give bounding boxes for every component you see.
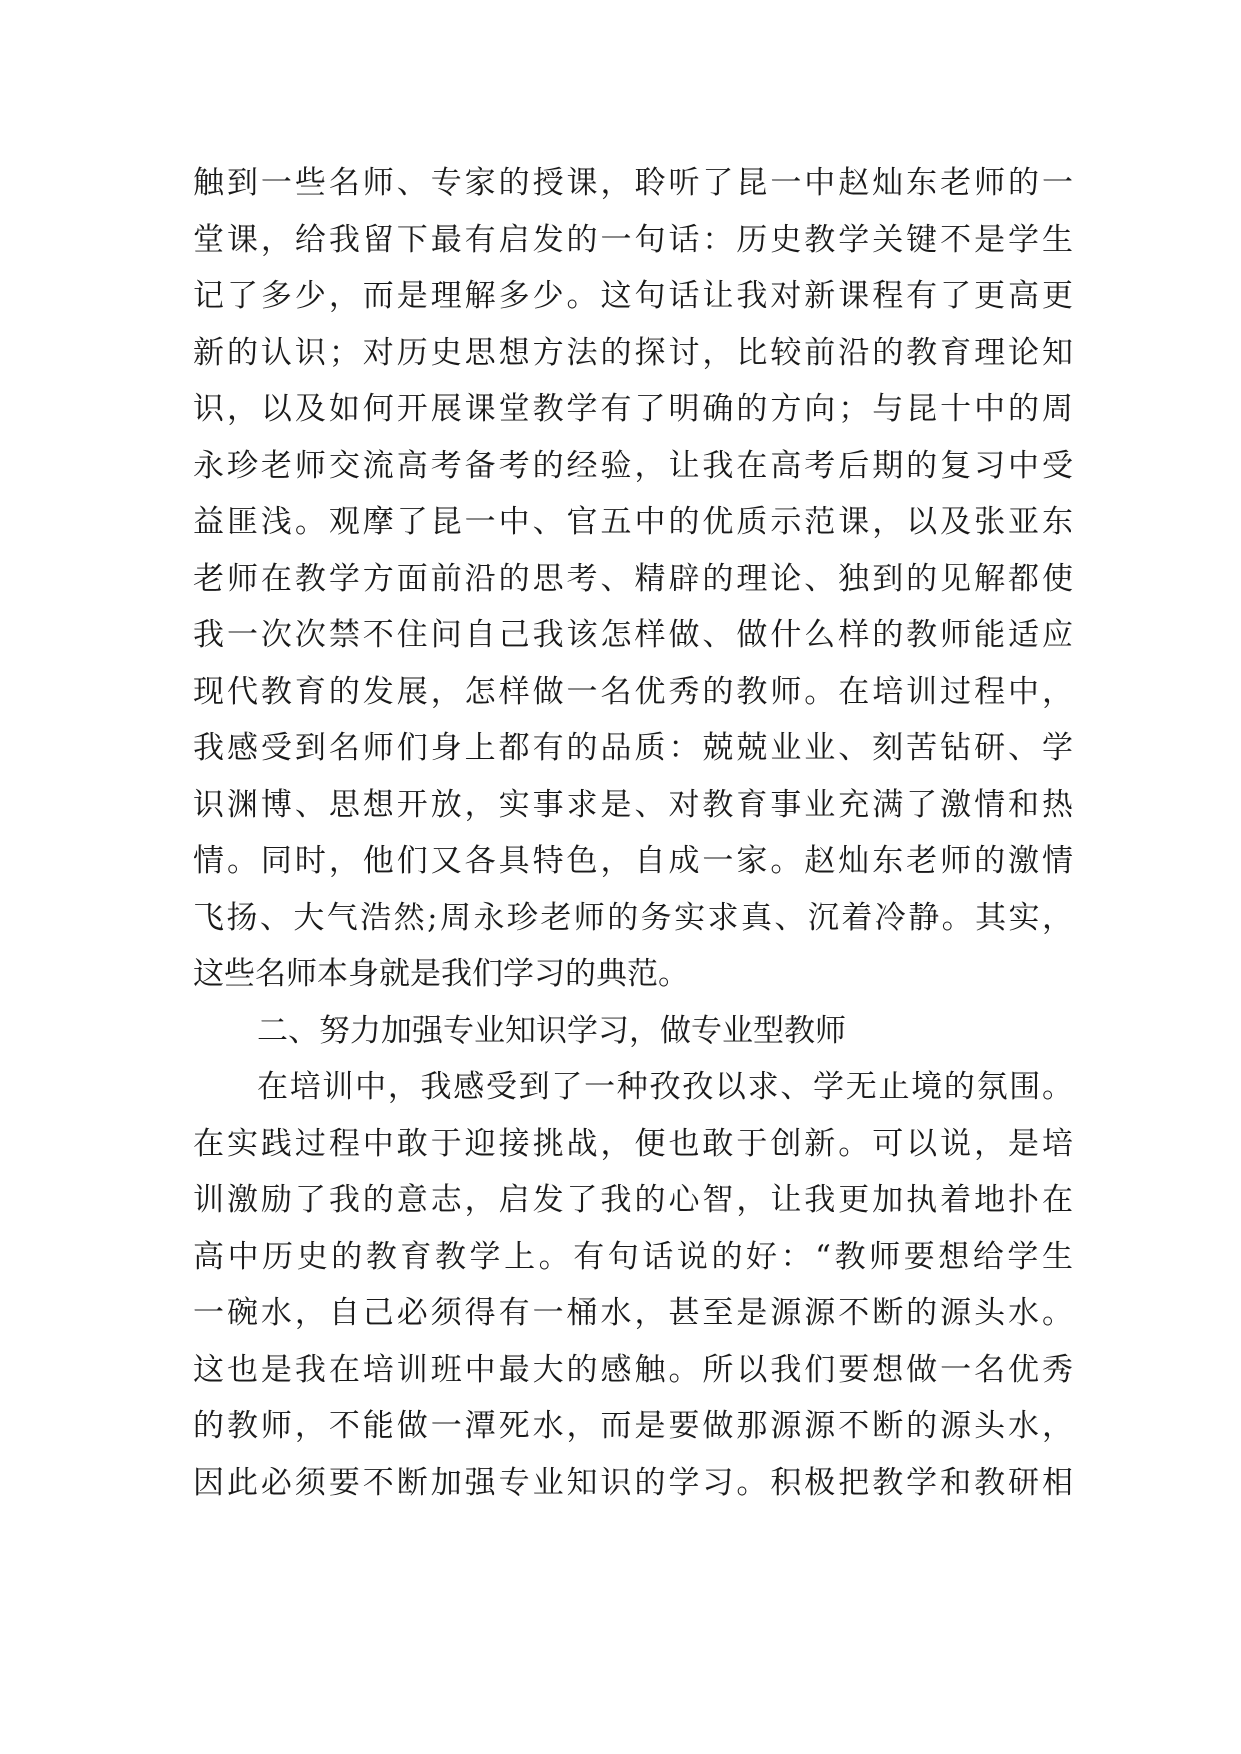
text-line: 堂课，给我留下最有启发的一句话：历史教学关键不是学生 (193, 221, 1073, 258)
text-line: 的教师，不能做一潭死水，而是要做那源源不断的源头水， (193, 1408, 1073, 1444)
text-line: 识，以及如何开展课堂教学有了明确的方向；与昆十中的周 (193, 391, 1073, 427)
text-line: 触到一些名师、专家的授课，聆听了昆一中赵灿东老师的一 (193, 165, 1073, 201)
text-line: 在培训中，我感受到了一种孜孜以求、学无止境的氛围。 (257, 1069, 1073, 1105)
text-line: 在实践过程中敢于迎接挑战，便也敢于创新。可以说，是培 (193, 1125, 1073, 1162)
text-line: 我感受到名师们身上都有的品质：兢兢业业、刻苦钻研、学 (193, 730, 1073, 766)
document-body (193, 155, 1073, 1511)
text-line: 情。同时，他们又各具特色，自成一家。赵灿东老师的激情 (193, 843, 1073, 879)
text-line: 记了多少，而是理解多少。这句话让我对新课程有了更高更 (193, 278, 1073, 314)
text-line: 现代教育的发展，怎样做一名优秀的教师。在培训过程中， (193, 673, 1073, 710)
text-line: 老师在教学方面前沿的思考、精辟的理论、独到的见解都使 (193, 560, 1073, 597)
text-line: 因此必须要不断加强专业知识的学习。积极把教学和教研相 (193, 1464, 1073, 1501)
text-line: 这些名师本身就是我们学习的典范。 (193, 956, 689, 992)
section-heading: 二、努力加强专业知识学习，做专业型教师 (257, 1012, 846, 1049)
text-line: 高中历史的教育教学上。有句话说的好：“教师要想给学生 (193, 1238, 1073, 1275)
text-line: 我一次次禁不住问自己我该怎样做、做什么样的教师能适应 (193, 617, 1073, 653)
text-line: 这也是我在培训班中最大的感触。所以我们要想做一名优秀 (193, 1351, 1073, 1388)
text-line: 识渊博、思想开放，实事求是、对教育事业充满了激情和热 (193, 786, 1073, 823)
text-line: 新的认识；对历史思想方法的探讨，比较前沿的教育理论知 (193, 334, 1073, 371)
text-line: 训激励了我的意志，启发了我的心智，让我更加执着地扑在 (193, 1182, 1073, 1218)
text-line: 飞扬、大气浩然;周永珍老师的务实求真、沉着冷静。其实， (193, 899, 1073, 936)
text-line: 益匪浅。观摩了昆一中、官五中的优质示范课，以及张亚东 (193, 504, 1073, 540)
text-line: 永珍老师交流高考备考的经验，让我在高考后期的复习中受 (193, 447, 1073, 484)
text-line: 一碗水，自己必须得有一桶水，甚至是源源不断的源头水。 (193, 1295, 1073, 1331)
